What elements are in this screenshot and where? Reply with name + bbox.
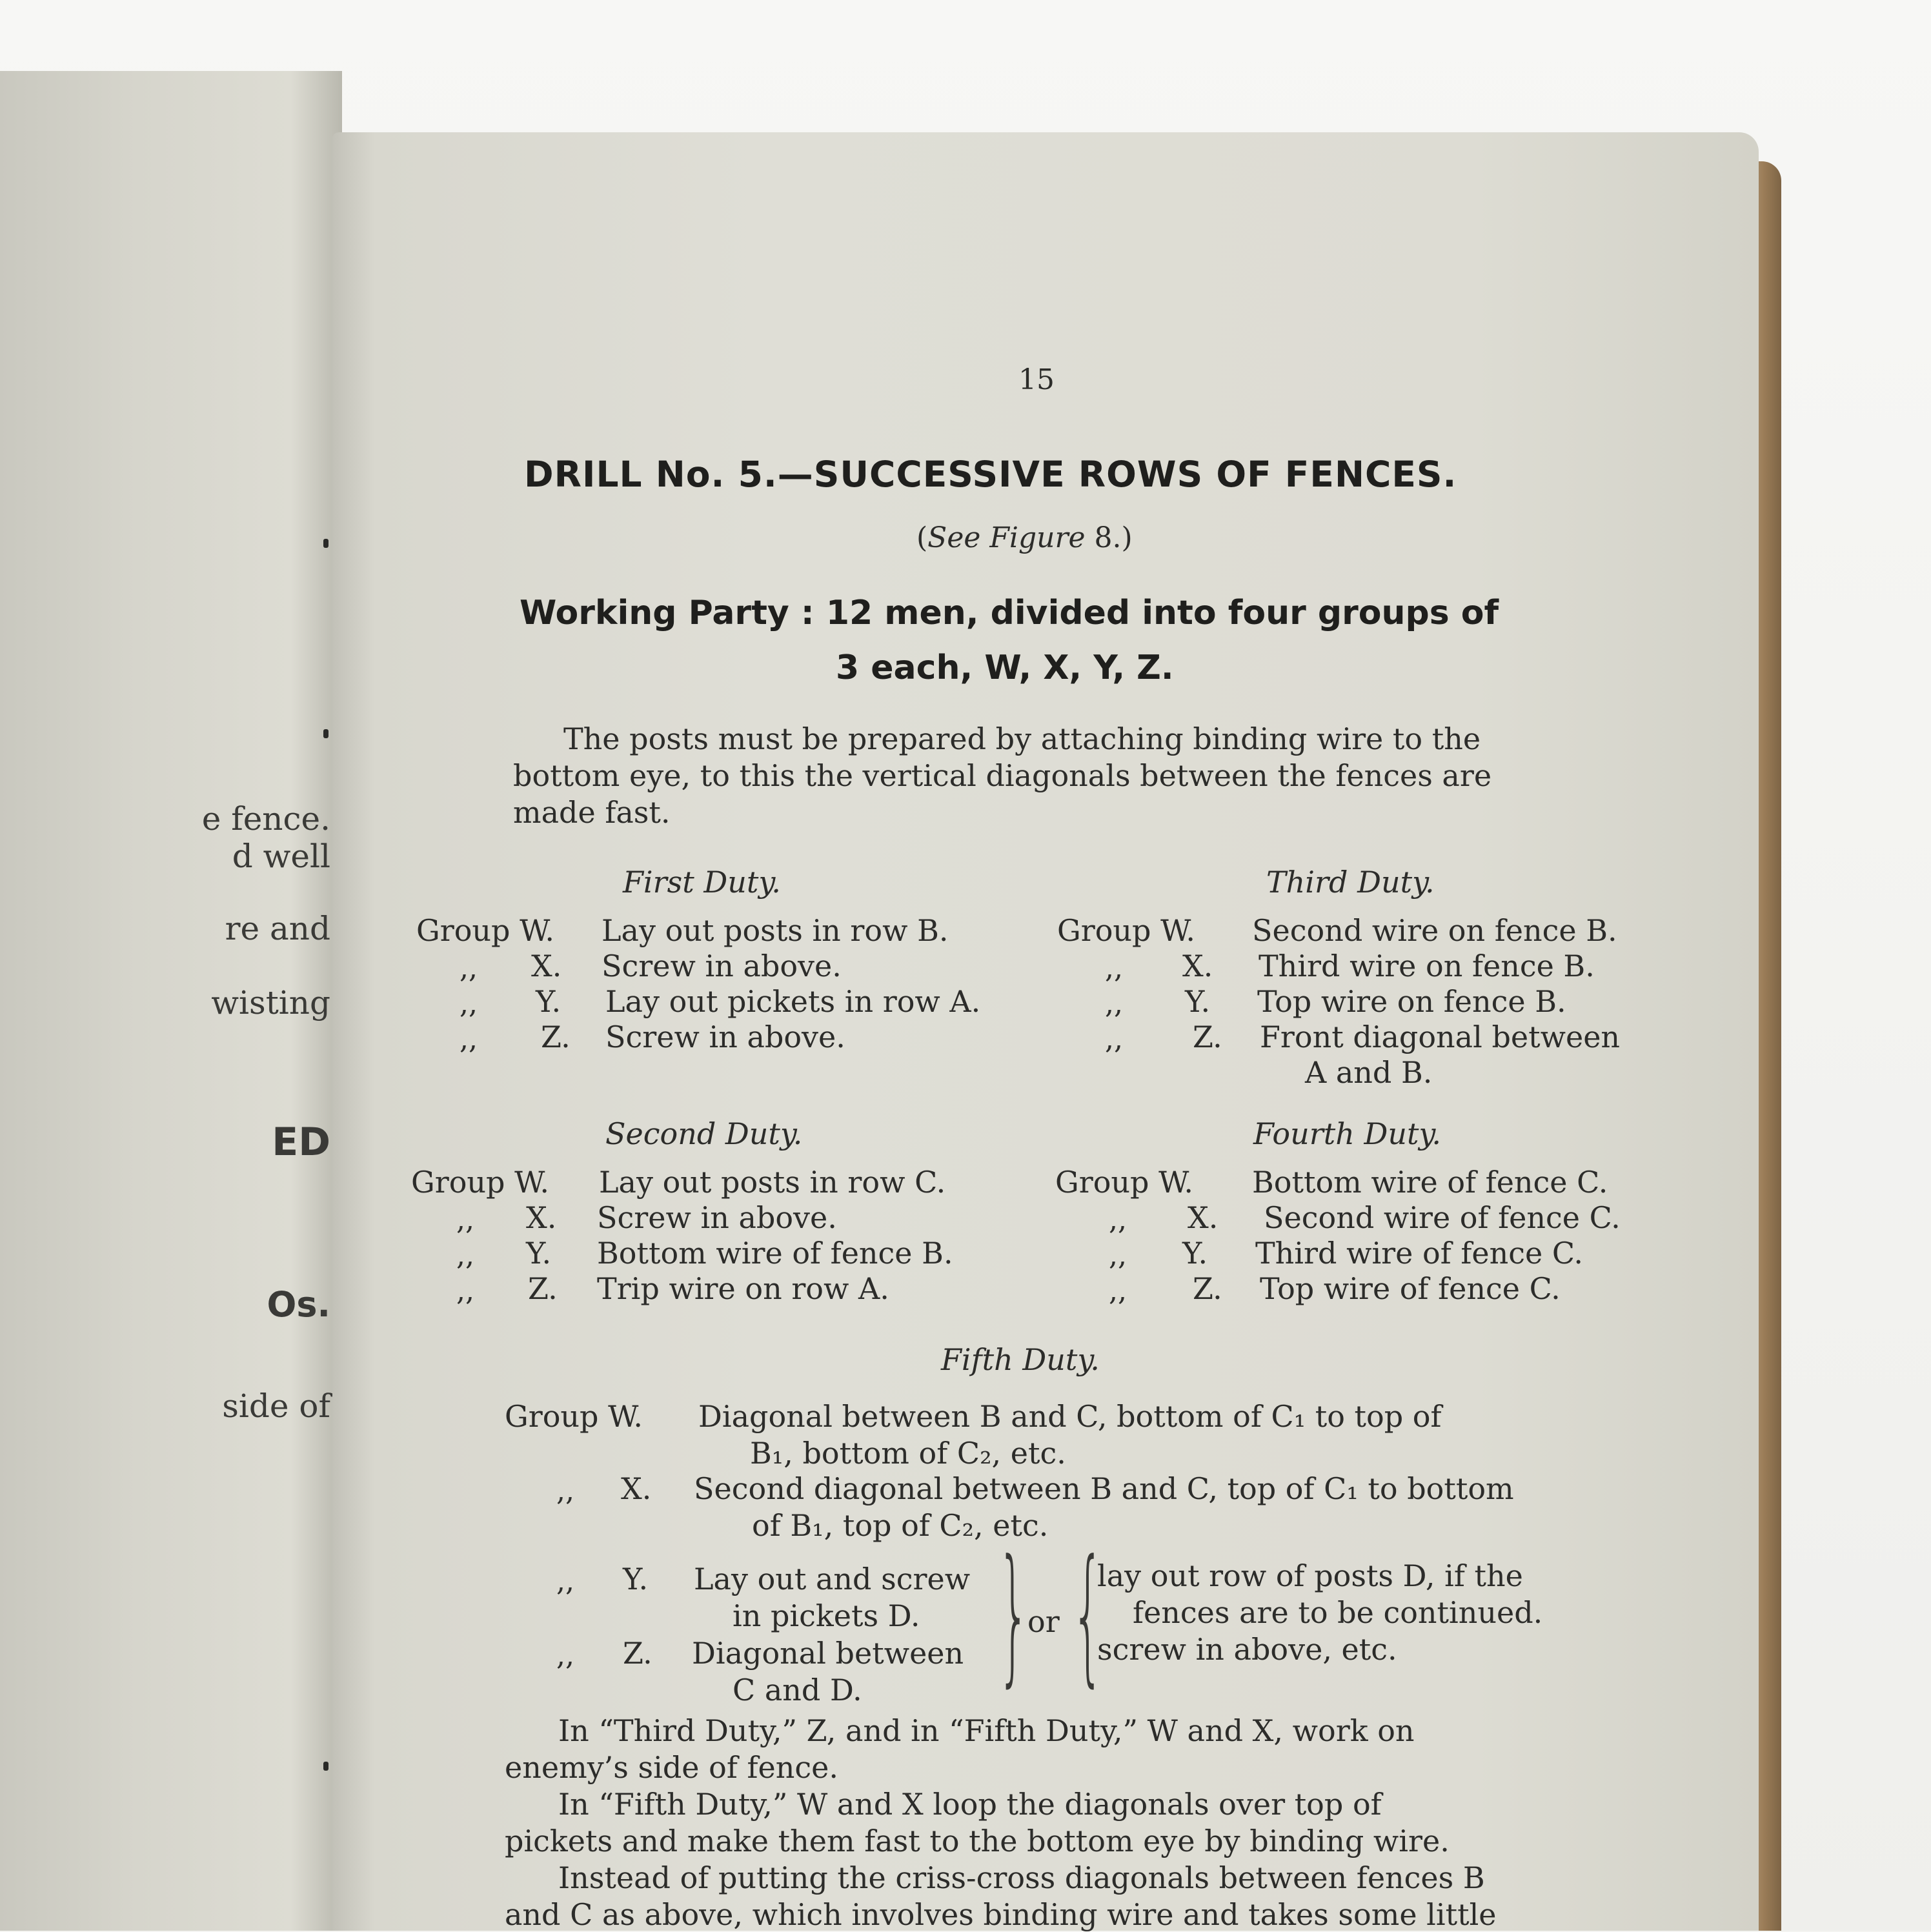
intro-line: The posts must be prepared by attaching binding wire to the (563, 721, 1481, 756)
fourth-duty-heading: Fourth Duty. (1253, 1116, 1441, 1151)
fifth-duty-task: C and D. (733, 1673, 862, 1707)
third-duty-task: Third wire on fence B. (1259, 949, 1595, 983)
third-duty-task: Top wire on fence B. (1257, 984, 1566, 1019)
ditto-mark: ,, (460, 1023, 478, 1056)
fifth-duty-heading: Fifth Duty. (941, 1342, 1100, 1377)
second-duty-heading: Second Duty. (605, 1116, 803, 1151)
figure-reference-italic: See Figure (927, 521, 1086, 554)
fifth-duty-task: B₁, bottom of C₂, etc. (750, 1436, 1066, 1471)
fourth-duty-group: Z. (1193, 1271, 1222, 1306)
ditto-mark: ,, (456, 1274, 474, 1307)
figure-reference-open: ( (916, 521, 928, 554)
ditto-mark: ,, (1105, 952, 1123, 985)
fifth-duty-task: Second diagonal between B and C, top of C₁ to bottom (694, 1471, 1514, 1506)
fourth-duty-task: Top wire of fence C. (1260, 1271, 1561, 1306)
first-duty-group: Y. (536, 984, 561, 1019)
fourth-duty-task: Third wire of fence C. (1255, 1236, 1583, 1271)
ditto-mark: ,, (556, 1639, 574, 1672)
left-page-line: Os. (267, 1284, 330, 1325)
note-line: Instead of putting the criss-cross diagonals between fences B (558, 1860, 1485, 1895)
note-line: pickets and make them fast to the bottom eye by binding wire. (505, 1824, 1450, 1858)
first-duty-task: Lay out pickets in row A. (605, 984, 981, 1019)
intro-line: bottom eye, to this the vertical diagonals between the fences are (513, 758, 1492, 793)
ditto-mark: ,, (556, 1474, 574, 1507)
fifth-duty-task: Lay out and screw (694, 1562, 971, 1596)
first-duty-heading: First Duty. (623, 865, 781, 900)
fifth-duty-alternative: screw in above, etc. (1097, 1632, 1397, 1667)
second-duty-group: X. (526, 1200, 557, 1235)
figure-reference (916, 521, 1133, 554)
fourth-duty-group: Group W. (1055, 1165, 1193, 1200)
page-number: 15 (1018, 363, 1055, 396)
ditto-mark: ,, (460, 987, 478, 1020)
fifth-duty-task: Diagonal between B and C, bottom of C₁ to top of (698, 1399, 1442, 1434)
third-duty-group: Group W. (1057, 913, 1195, 948)
third-duty-task: Second wire on fence B. (1252, 913, 1617, 948)
second-duty-task: Bottom wire of fence B. (597, 1236, 953, 1271)
fifth-duty-task: Diagonal between (692, 1636, 964, 1671)
ditto-mark: ,, (1105, 987, 1123, 1020)
right-brace-icon: } (997, 1529, 1031, 1701)
first-duty-group: Z. (541, 1020, 571, 1054)
third-duty-task-continued: A and B. (1305, 1055, 1433, 1090)
first-duty-group: Group W. (416, 913, 554, 948)
left-page (0, 71, 342, 1931)
ditto-mark: ,, (456, 1203, 474, 1236)
note-line: enemy’s side of fence. (505, 1750, 838, 1785)
first-duty-task: Screw in above. (605, 1020, 845, 1054)
second-duty-task: Screw in above. (597, 1200, 837, 1235)
left-page-line: ED (272, 1120, 330, 1165)
note-line: In “Fifth Duty,” W and X loop the diagonals over top of (558, 1787, 1382, 1822)
fifth-duty-group: X. (621, 1471, 652, 1506)
fifth-duty-group: Group W. (505, 1399, 643, 1434)
ditto-mark: ,, (1109, 1203, 1127, 1236)
ditto-mark: ,, (1105, 1023, 1123, 1056)
fifth-duty-task: of B₁, top of C₂, etc. (752, 1508, 1049, 1543)
fourth-duty-task: Bottom wire of fence C. (1252, 1165, 1608, 1200)
first-duty-task: Lay out posts in row B. (602, 913, 949, 948)
first-duty-task: Screw in above. (602, 949, 842, 983)
third-duty-heading: Third Duty. (1266, 865, 1435, 900)
ditto-mark: ,, (556, 1565, 574, 1598)
figure-reference-rest: 8.) (1085, 521, 1133, 554)
intro-line: made fast. (513, 795, 671, 830)
fifth-duty-group: Y. (623, 1562, 649, 1596)
second-duty-group: Z. (528, 1271, 558, 1306)
left-brace-icon: { (1071, 1529, 1105, 1701)
binding-hole-icon (323, 1762, 329, 1771)
second-duty-group: Group W. (411, 1165, 549, 1200)
fifth-duty-alternative: lay out row of posts D, if the (1097, 1558, 1523, 1593)
second-duty-group: Y. (526, 1236, 552, 1271)
left-page-line: side of (222, 1387, 330, 1425)
fifth-duty-task: in pickets D. (733, 1598, 920, 1633)
ditto-mark: ,, (456, 1239, 474, 1272)
fifth-duty-group: Z. (623, 1636, 652, 1671)
fourth-duty-group: Y. (1182, 1236, 1208, 1271)
working-party-line-1: Working Party : 12 men, divided into four groups of (520, 594, 1499, 632)
fourth-duty-task: Second wire of fence C. (1264, 1200, 1621, 1235)
left-page-line: re and (225, 910, 330, 947)
left-page-line: d well (232, 838, 330, 875)
fourth-duty-group: X. (1188, 1200, 1218, 1235)
ditto-mark: ,, (1109, 1274, 1127, 1307)
drill-title: DRILL No. 5.—SUCCESSIVE ROWS OF FENCES. (524, 454, 1457, 495)
note-line: and C as above, which involves binding wire and takes some little (505, 1897, 1497, 1932)
note-line: In “Third Duty,” Z, and in “Fifth Duty,” W and X, work on (558, 1713, 1415, 1748)
binding-hole-icon (323, 729, 329, 738)
left-page-line: e fence. (201, 800, 330, 838)
third-duty-group: X. (1182, 949, 1213, 983)
third-duty-task: Front diagonal between (1260, 1020, 1621, 1054)
working-party-line-2: 3 each, W, X, Y, Z. (836, 649, 1174, 687)
or-label: or (1027, 1604, 1060, 1639)
binding-hole-icon (323, 539, 329, 548)
second-duty-task: Lay out posts in row C. (599, 1165, 946, 1200)
third-duty-group: Y. (1185, 984, 1211, 1019)
left-page-line: wisting (211, 984, 330, 1021)
third-duty-group: Z. (1193, 1020, 1222, 1054)
second-duty-task: Trip wire on row A. (597, 1271, 889, 1306)
ditto-mark: ,, (1109, 1239, 1127, 1272)
fifth-duty-alternative: fences are to be continued. (1133, 1595, 1543, 1630)
first-duty-group: X. (531, 949, 562, 983)
ditto-mark: ,, (460, 952, 478, 985)
